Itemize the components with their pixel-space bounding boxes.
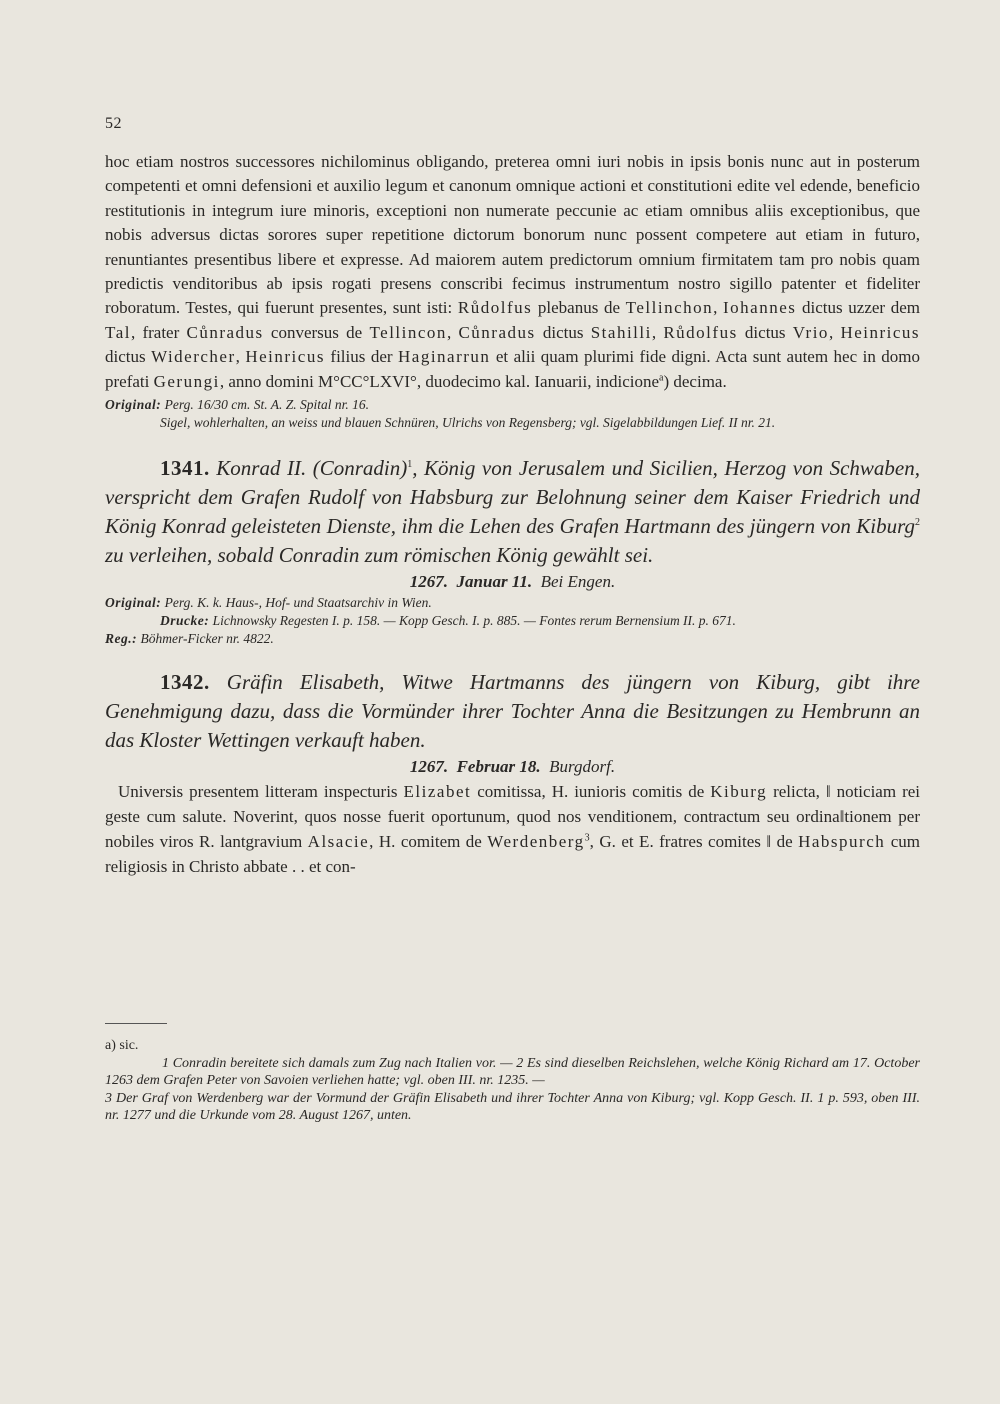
text-segment: , [651,322,664,342]
witness-name: Cůnradus [458,322,536,342]
main-text [105,150,920,879]
text-segment: dictus [737,322,793,342]
note-label: Original: [105,397,162,413]
witness-surname: Widercher [151,347,236,367]
footnote-divider [105,1023,167,1024]
witness-name: Růdolfus [663,322,738,342]
footnotes [105,1037,920,1125]
note-label: Drucke: [160,613,210,629]
entry-1341-original [105,594,920,612]
footnote-a: a) sic. [105,1038,139,1053]
witness-name: Heinricus [245,347,325,367]
entry-number: 1341. [160,456,210,481]
witness-surname: Haginarrun [398,347,491,367]
entry-1341-date [105,570,920,594]
footnote-3: 3 Der Graf von Werdenberg war der Vormund der Gräfin Elisabeth und ihrer Tochter Anna von Kiburg; vgl. Kopp Gesch. II. 1 p. 593, oben III. nr. 1277 und die Urkunde vom 28. August 1267, unten. [105,1090,920,1123]
date-day: Januar 11. [456,572,533,592]
text-segment: hoc etiam nostros successores nichilominus obligando, preterea omni iuri nobis in ipsis bonis nunc aut in posterum competenti et omni defensioni et auxilio legum et canonum omnique actioni et constitutioni edite vel edende, beneficio restitutionis in integrum iure minoris, exceptioni non numerate peccunie ac etiam omnibus aliis exceptionibus, que nobis adversus dictas sorores super repetitione dictorum bonorum nunc possent competere aut etiam in futuro, renuntiantes presentibus libere et expresse. Ad maiorem autem predictorum omnium firmitatem tam pro nobis quam predictis venditoribus ab ipsis rogati presens conscribi fecimus instrumentum nostro sigillo patenter et fideliter roboratum. Testes, qui fuerunt presentes, sunt isti: [105,152,920,318]
text-segment: dictus [535,322,591,342]
note-label: Reg.: [105,631,138,647]
heading-text: Konrad II. (Conradin) [209,456,408,481]
text-segment: cum religiosis in Christo abbate . . et con- [105,832,920,877]
sigel-note: Sigel, wohlerhalten, an weiss und blauen Schnüren, Ulrichs von Regensberg; vgl. Sigelabbildungen Lief. II nr. 21. [160,415,776,431]
place-name: Alsacie [307,832,370,852]
text-segment: , G. et E. fratres comites ‖ de [589,832,799,852]
note-text: Böhmer-Ficker nr. 4822. [137,631,274,647]
footnote-1-2: 1 Conradin bereitete sich damals zum Zug nach Italien vor. — 2 Es sind dieselben Reichslehen, welche König Richard am 17. October 1263 dem Grafen Peter von Savoien verliehen hatte; vgl. oben III. nr. 1235. — [105,1055,920,1088]
text-segment: , [713,298,724,318]
witness-name: Cůnradus [186,322,264,342]
text-segment: filius der [324,347,398,367]
date-place: Burgdorf. [549,757,616,777]
entry-number: 1342. [160,670,210,695]
text-segment: , [235,347,246,367]
footnote-marker: a [659,372,664,383]
text-segment: , [828,322,841,342]
charter-continuation [105,150,920,394]
text-segment: , frater [130,322,187,342]
text-segment: et alii quam plurimi fide digni. Acta sunt autem hec in domo prefati [105,347,921,391]
footnote-marker: 2 [915,517,920,529]
text-segment: , H. comitem de [369,832,488,852]
note-text: Perg. 16/30 cm. St. A. Z. Spital nr. 16. [161,397,370,413]
footnote-marker: 3 [584,832,590,844]
heading-text: zu verleihen, sobald Conradin zum römischen König gewählt sei. [105,543,654,568]
entry-1342-heading [105,668,920,755]
note-label: Original: [105,595,162,611]
witness-name: Heinricus [840,322,921,342]
date-year: 1267. [409,572,449,592]
text-segment: dictus uzzer dem [796,298,920,318]
entry-1341-reg [105,630,920,648]
place-name: Tellinchon [625,298,714,318]
place-name: Tal [105,322,131,342]
witness-name: Iohannes [723,298,797,318]
text-segment: plebanus de [532,298,626,318]
entry-1341-heading [105,454,920,570]
place-name: Kiburg [710,782,768,802]
heading-text: , König von Jerusalem und Sicilien, Herzog von Schwaben, verspricht dem Grafen Rudolf von Habsburg zur Belohnung seiner dem Kaiser Friedrich und König Konrad geleisteten Dienste, ihm die Lehen des Grafen Hartmann des jüngern von Kiburg [105,456,921,539]
text-segment: dictus [105,347,152,367]
text-segment: , [446,322,459,342]
heading-text: Gräfin Elisabeth, Witwe Hartmanns des jüngern von Kiburg, gibt ihre Genehmigung dazu, dass die Vormünder ihrer Tochter Anna die Besitzungen zu Hembrunn an das Kloster Wettingen verkauft haben. [105,670,920,753]
date-year: 1267. [409,757,449,777]
place-name: Tellincon [369,322,447,342]
original-note [105,396,920,414]
person-name: Gerungi [153,371,220,391]
footnote-marker: 1 [407,459,413,471]
text-segment: conversus de [263,322,370,342]
note-text: Perg. K. k. Haus-, Hof- und Staatsarchiv in Wien. [161,595,432,611]
entry-1342-date [105,755,920,779]
place-name: Habspurch [798,832,886,852]
date-day: Februar 18. [456,757,541,777]
person-name: Elizabet [403,782,472,802]
entry-1341-drucke [105,612,920,630]
text-segment: comitissa, H. iunioris comitis de [471,782,711,802]
page-number: 52 [105,115,122,132]
text-segment: , anno domini M°CC°LXVI°, duodecimo kal. Ianuarii, indicione [219,371,660,391]
note-text: Lichnowsky Regesten I. p. 158. — Kopp Gesch. I. p. 885. — Fontes rerum Bernensium II. p. 671. [209,613,736,629]
witness-name: Růdolfus [457,298,533,318]
entry-1342-text [105,779,920,879]
date-place: Bei Engen. [540,572,616,592]
text-segment: ) decima. [663,371,727,391]
witness-surname: Vrio [792,322,829,342]
witness-surname: Stahilli [590,322,652,342]
text-segment: relicta, ‖ noticiam rei geste cum salute. Noverint, quos nosse fuerit oportunum, quod nos venditionem, contractum seu ordina‖tionem per nobiles viros R. lantgravium [105,782,920,852]
text-segment: Universis presentem litteram inspecturis [118,782,404,802]
place-name: Werdenberg [487,832,585,852]
